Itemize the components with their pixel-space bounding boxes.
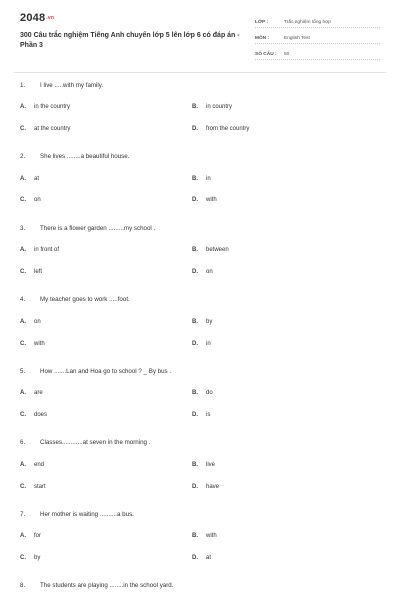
option-d[interactable]	[192, 412, 210, 422]
question-6	[20, 439, 390, 449]
option-letter: C.	[20, 197, 26, 203]
option-letter: D.	[192, 126, 198, 132]
question-8	[20, 582, 390, 592]
option-text: live	[206, 462, 216, 468]
option-b[interactable]	[192, 176, 211, 186]
option-text: end	[34, 462, 45, 468]
option-text: for	[34, 533, 42, 539]
question-number: 1.	[20, 82, 26, 89]
option-letter: C.	[20, 126, 26, 132]
option-text: at	[206, 555, 212, 561]
option-b[interactable]	[192, 390, 213, 400]
site-logo[interactable]	[20, 12, 54, 24]
option-c[interactable]	[20, 412, 47, 422]
option-c[interactable]	[20, 126, 70, 136]
option-a[interactable]	[20, 390, 43, 400]
option-a[interactable]	[20, 462, 44, 472]
option-d[interactable]	[192, 269, 213, 279]
option-text: with	[206, 533, 217, 539]
option-letter: A.	[20, 462, 26, 468]
option-b[interactable]	[192, 319, 212, 329]
question-text: There is a flower garden .........my school .	[40, 225, 156, 232]
option-text: at the country	[34, 126, 71, 132]
option-text: left	[34, 269, 43, 275]
option-letter: B.	[192, 462, 198, 468]
option-text: on	[34, 319, 41, 325]
question-number: 3.	[20, 225, 26, 232]
meta-row-subject	[255, 30, 380, 44]
option-letter: B.	[192, 104, 198, 110]
question-text: I live .....with my family.	[40, 82, 104, 89]
option-text: on	[206, 269, 213, 275]
question-3	[20, 225, 390, 235]
option-a[interactable]	[20, 176, 39, 186]
meta-label: LỚP :	[255, 20, 269, 25]
option-text: between	[206, 247, 229, 253]
meta-value: Trắc nghiệm tổng hợp	[284, 20, 331, 25]
question-text: My teacher goes to work .....foot.	[40, 296, 130, 303]
option-a[interactable]	[20, 533, 41, 543]
option-text: by	[206, 319, 213, 325]
option-letter: A.	[20, 319, 26, 325]
option-a[interactable]	[20, 319, 41, 329]
question-number: 5.	[20, 368, 26, 375]
option-letter: C.	[20, 555, 26, 561]
option-d[interactable]	[192, 555, 211, 565]
option-letter: C.	[20, 484, 26, 490]
option-letter: C.	[20, 269, 26, 275]
option-letter: D.	[192, 412, 198, 418]
option-letter: A.	[20, 390, 26, 396]
option-c[interactable]	[20, 269, 42, 279]
option-c[interactable]	[20, 341, 45, 351]
question-text: She lives ........a beautiful house.	[40, 153, 130, 160]
option-text: by	[34, 555, 41, 561]
option-letter: D.	[192, 484, 198, 490]
option-text: in	[206, 341, 211, 347]
option-a[interactable]	[20, 247, 59, 257]
meta-row-class	[255, 14, 380, 28]
option-text: in country	[206, 104, 233, 110]
option-letter: D.	[192, 269, 198, 275]
option-text: do	[206, 390, 213, 396]
header-divider	[14, 72, 386, 73]
option-letter: D.	[192, 341, 198, 347]
option-letter: B.	[192, 319, 198, 325]
option-letter: D.	[192, 555, 198, 561]
question-text: The students are playing ........in the school yard.	[40, 582, 174, 589]
question-number: 7.	[20, 511, 26, 518]
option-text: are	[34, 390, 43, 396]
question-number: 2.	[20, 153, 26, 160]
question-5	[20, 368, 390, 378]
question-7	[20, 511, 390, 521]
meta-label: SỐ CÂU :	[255, 52, 277, 57]
question-4	[20, 296, 390, 306]
option-d[interactable]	[192, 484, 219, 494]
option-text: from the country	[206, 126, 250, 132]
meta-value: English Test	[284, 36, 310, 41]
page-title: 300 Câu trắc nghiệm Tiếng Anh chuyển lớp 5 lên lớp 6 có đáp án - Phần 3	[20, 32, 240, 49]
question-text: Her mother is waiting ..........a bus.	[40, 511, 134, 518]
option-text: start	[34, 484, 46, 490]
option-text: in the country	[34, 104, 71, 110]
option-letter: B.	[192, 176, 198, 182]
question-number: 4.	[20, 296, 26, 303]
meta-label: MÔN :	[255, 36, 270, 41]
option-letter: C.	[20, 341, 26, 347]
option-text: with	[206, 197, 217, 203]
option-text: at	[34, 176, 40, 182]
option-text: is	[206, 412, 211, 418]
option-b[interactable]	[192, 247, 229, 257]
question-number: 6.	[20, 439, 26, 446]
option-letter: B.	[192, 390, 198, 396]
option-text: have	[206, 484, 220, 490]
question-text: How .......Lan and Hoa go to school ? _ By bus .	[40, 368, 172, 375]
option-c[interactable]	[20, 484, 46, 494]
header	[0, 0, 400, 72]
option-text: in	[206, 176, 211, 182]
option-b[interactable]	[192, 462, 215, 472]
option-text: on	[34, 197, 41, 203]
option-letter: B.	[192, 533, 198, 539]
logo-tld: .vn	[46, 15, 55, 22]
option-text: with	[34, 341, 45, 347]
meta-info	[255, 14, 380, 62]
option-d[interactable]	[192, 341, 211, 351]
option-c[interactable]	[20, 555, 40, 565]
option-letter: A.	[20, 247, 26, 253]
option-text: does	[34, 412, 48, 418]
option-letter: C.	[20, 412, 26, 418]
question-2	[20, 153, 390, 163]
option-letter: B.	[192, 247, 198, 253]
question-text: Classes............at seven in the morning .	[40, 439, 151, 446]
option-letter: A.	[20, 176, 26, 182]
meta-row-count	[255, 46, 380, 60]
option-text: in front of	[34, 247, 60, 253]
option-d[interactable]	[192, 126, 249, 136]
question-number: 8.	[20, 582, 26, 589]
option-a[interactable]	[20, 104, 70, 114]
question-1	[20, 82, 390, 92]
option-letter: A.	[20, 104, 26, 110]
logo-text: 2048	[20, 12, 46, 24]
option-c[interactable]	[20, 197, 41, 207]
option-d[interactable]	[192, 197, 217, 207]
option-b[interactable]	[192, 104, 232, 114]
meta-value: 50	[284, 52, 290, 57]
option-letter: D.	[192, 197, 198, 203]
option-letter: A.	[20, 533, 26, 539]
option-b[interactable]	[192, 533, 217, 543]
